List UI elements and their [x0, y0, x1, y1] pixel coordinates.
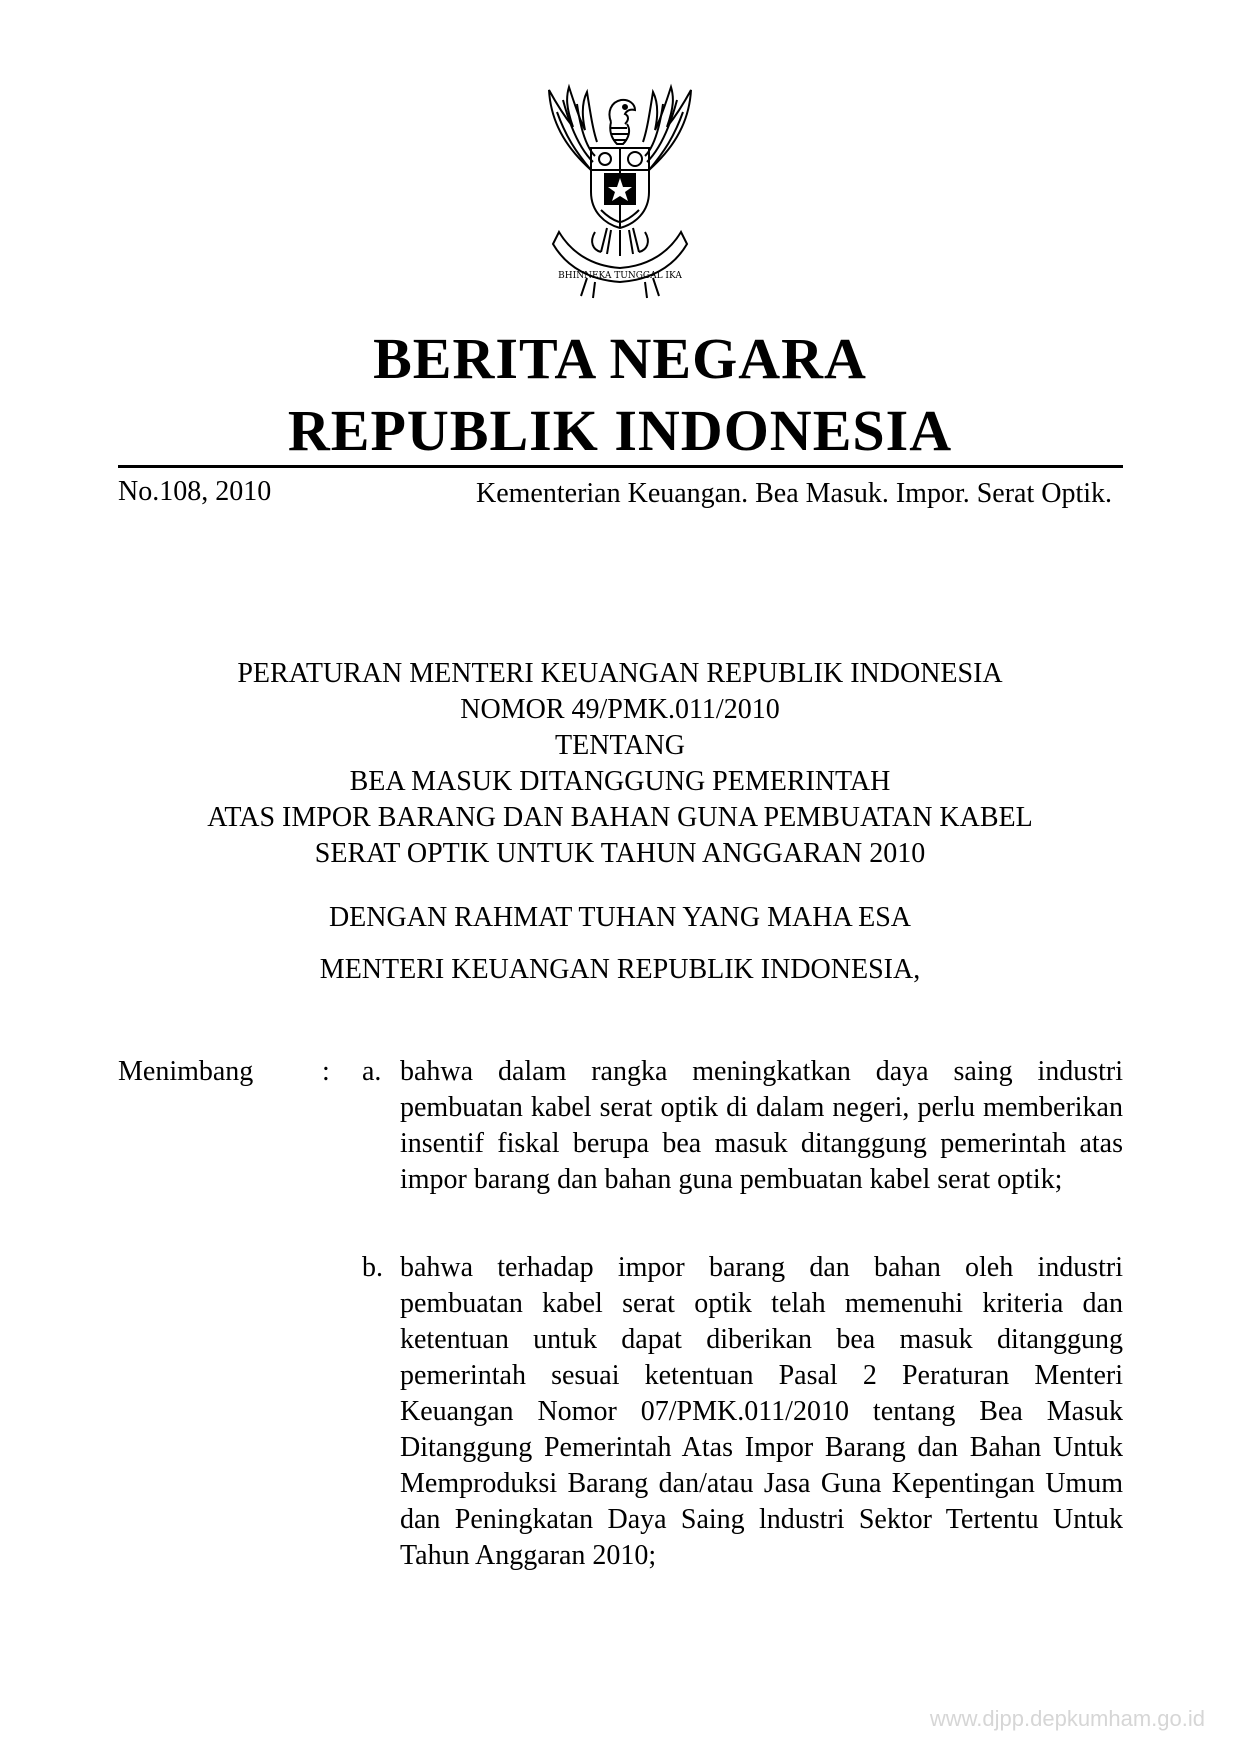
regulation-title-line1: PERATURAN MENTERI KEUANGAN REPUBLIK INDONESIA — [237, 658, 1003, 689]
regulation-subject-line1: BEA MASUK DITANGGUNG PEMERINTAH — [349, 766, 891, 797]
masthead-line1: BERITA NEGARA — [373, 326, 867, 391]
item-text: bahwa dalam rangka meningkatkan daya saing industri pembuatan kabel serat optik di dalam negeri, perlu memberikan insentif fiskal berupa bea masuk ditanggung pemerintah atas impor barang dan bahan guna pembuatan kabel serat optik; — [400, 1056, 1123, 1195]
considering-colon: : — [322, 1056, 330, 1087]
regulation-subject-line2: ATAS IMPOR BARANG DAN BAHAN GUNA PEMBUATAN KABEL — [207, 802, 1033, 833]
gazette-number: No.108, 2010 — [118, 476, 272, 507]
invocation: DENGAN RAHMAT TUHAN YANG MAHA ESA — [328, 902, 912, 933]
gazette-subject: Kementerian Keuangan. Bea Masuk. Impor. Serat Optik. — [476, 478, 1113, 509]
considering-item-a — [362, 1054, 1123, 1198]
item-marker: a. — [362, 1056, 382, 1087]
considering-label: Menimbang — [118, 1056, 254, 1087]
regulation-about: TENTANG — [555, 730, 685, 761]
considering-item-b — [362, 1250, 1123, 1574]
item-marker: b. — [362, 1252, 383, 1283]
issuer: MENTERI KEUANGAN REPUBLIK INDONESIA, — [319, 954, 921, 985]
regulation-subject-line3: SERAT OPTIK UNTUK TAHUN ANGGARAN 2010 — [314, 838, 926, 869]
masthead-divider — [118, 465, 1123, 468]
watermark: www.djpp.depkumham.go.id — [929, 1706, 1205, 1731]
item-text: bahwa terhadap impor barang dan bahan oleh industri pembuatan kabel serat optik telah memenuhi kriteria dan ketentuan untuk dapat diberikan bea masuk ditanggung pemerintah sesuai ketentuan Pasal 2 Peraturan Menteri Keuangan Nomor 07/PMK.011/2010 tentang Bea Masuk Ditanggung Pemerintah Atas Impor Barang dan Bahan Untuk Memproduksi Barang dan/atau Jasa Guna Kepentingan Umum dan Peningkatan Daya Saing lndustri Sektor Tertentu Untuk Tahun Anggaran 2010; — [400, 1252, 1123, 1571]
garuda-emblem-icon — [511, 82, 729, 300]
masthead-line2: REPUBLIK INDONESIA — [287, 398, 953, 463]
regulation-number: NOMOR 49/PMK.011/2010 — [460, 694, 780, 725]
emblem-motto: BHINNEKA TUNGGAL IKA — [558, 271, 682, 281]
